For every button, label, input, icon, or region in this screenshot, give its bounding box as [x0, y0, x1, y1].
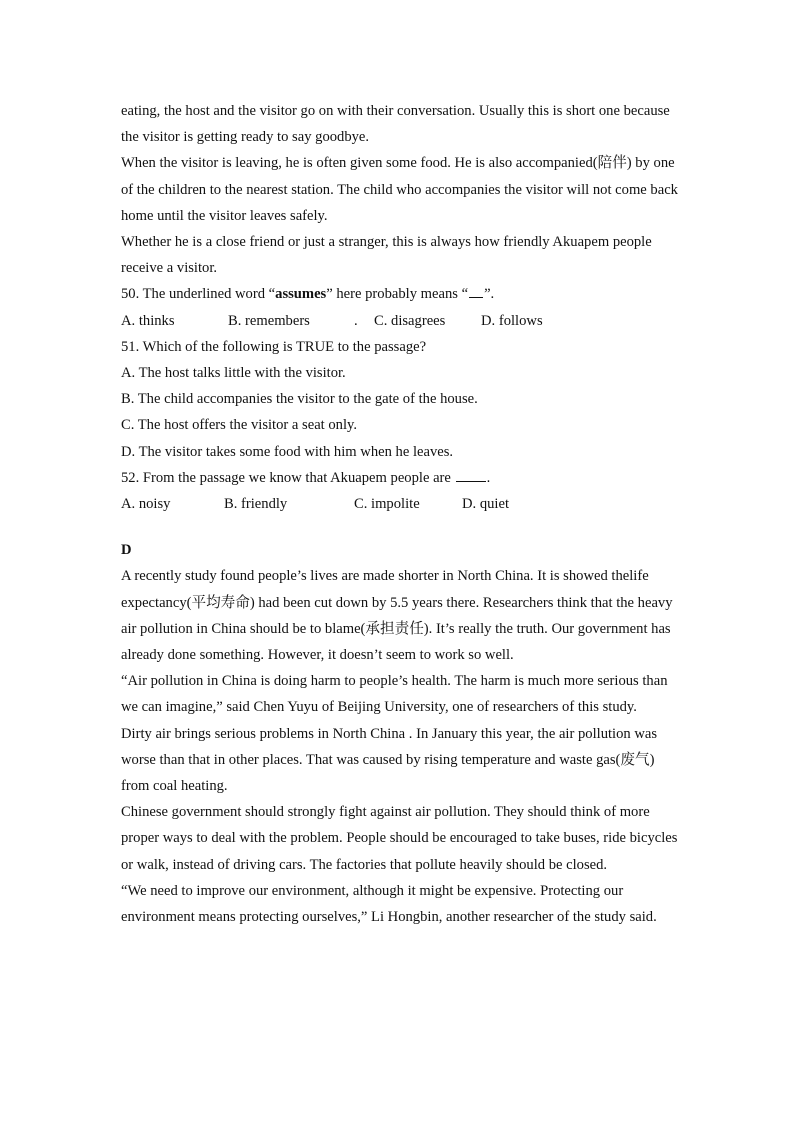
- question-51-option-c: C. The host offers the visitor a seat only.: [121, 417, 358, 434]
- passage-d-paragraph-4: Chinese government should strongly fight against air pollution. They should think of more proper ways to deal with the problem. People should be encouraged to take buses, ride bicycles or walk, instead of driving cars. The factories that pollute heavily should be closed.: [121, 804, 678, 873]
- question-50-prefix: 50. The underlined word “: [121, 286, 276, 303]
- question-50-stray-dot: .: [354, 312, 358, 329]
- question-52-stem: [121, 465, 686, 491]
- question-51-option-b: B. The child accompanies the visitor to the gate of the house.: [121, 391, 478, 408]
- question-50-suffix: ”.: [484, 286, 495, 303]
- question-50-stem: [121, 281, 686, 307]
- question-51-option-d: D. The visitor takes some food with him when he leaves.: [121, 443, 454, 460]
- question-52-option-a: A. noisy: [121, 496, 171, 513]
- passage-c-paragraph-1: eating, the host and the visitor go on with their conversation. Usually this is short one because the visitor is getting ready to say goodbye.: [121, 103, 670, 146]
- question-52-suffix: .: [486, 469, 491, 486]
- question-52-option-d: D. quiet: [462, 496, 510, 513]
- question-52-text: 52. From the passage we know that Akuapem people are: [121, 469, 451, 486]
- question-52-option-c: C. impolite: [354, 496, 420, 513]
- question-50-blank: [469, 285, 483, 298]
- passage-d-paragraph-5: “We need to improve our environment, although it might be expensive. Protecting our environment means protecting ourselves,” Li Hongbin, another researcher of the study said.: [121, 882, 657, 926]
- question-52-option-b: B. friendly: [224, 496, 288, 513]
- passage-c-paragraph-3: Whether he is a close friend or just a stranger, this is always how friendly Akuapem people receive a visitor.: [121, 234, 652, 277]
- question-50-option-c: C. disagrees: [374, 312, 446, 329]
- question-51-stem: 51. Which of the following is TRUE to the passage?: [121, 338, 427, 355]
- question-50-option-d: D. follows: [481, 312, 543, 329]
- question-51-option-a: A. The host talks little with the visitor.: [121, 365, 346, 382]
- document-page: [121, 98, 686, 930]
- passage-d-paragraph-1: A recently study found people’s lives are made shorter in North China. It is showed thelife expectancy(平均寿命) had been cut down by 5.5 years there. Researchers think that the heavy air pollution in China should be to blame(承担责任). It’s really the truth. Our government has already done something. However, it doesn’t seem to work so well.: [121, 568, 673, 664]
- question-50-middle: ” here probably means “: [326, 286, 469, 303]
- question-52-blank: [456, 469, 486, 482]
- question-50-keyword: assumes: [275, 286, 327, 303]
- question-52-options: [121, 491, 686, 517]
- passage-d-paragraph-2: “Air pollution in China is doing harm to people’s health. The harm is much more serious than we can imagine,” said Chen Yuyu of Beijing University, one of researchers of this study.: [121, 673, 668, 716]
- passage-c-paragraph-2: When the visitor is leaving, he is often given some food. He is also accompanied(陪伴) by one of the children to the nearest station. The child who accompanies the visitor will not come back home until the visitor leaves safely.: [121, 155, 678, 224]
- question-50-option-b: B. remembers: [228, 312, 310, 329]
- passage-d-paragraph-3: Dirty air brings serious problems in North China . In January this year, the air pollution was worse than that in other places. That was caused by rising temperature and waste gas(废气) from coal heating.: [121, 725, 658, 795]
- section-d-title: D: [121, 542, 132, 559]
- question-50-options: [121, 308, 686, 334]
- question-50-option-a: A. thinks: [121, 312, 175, 329]
